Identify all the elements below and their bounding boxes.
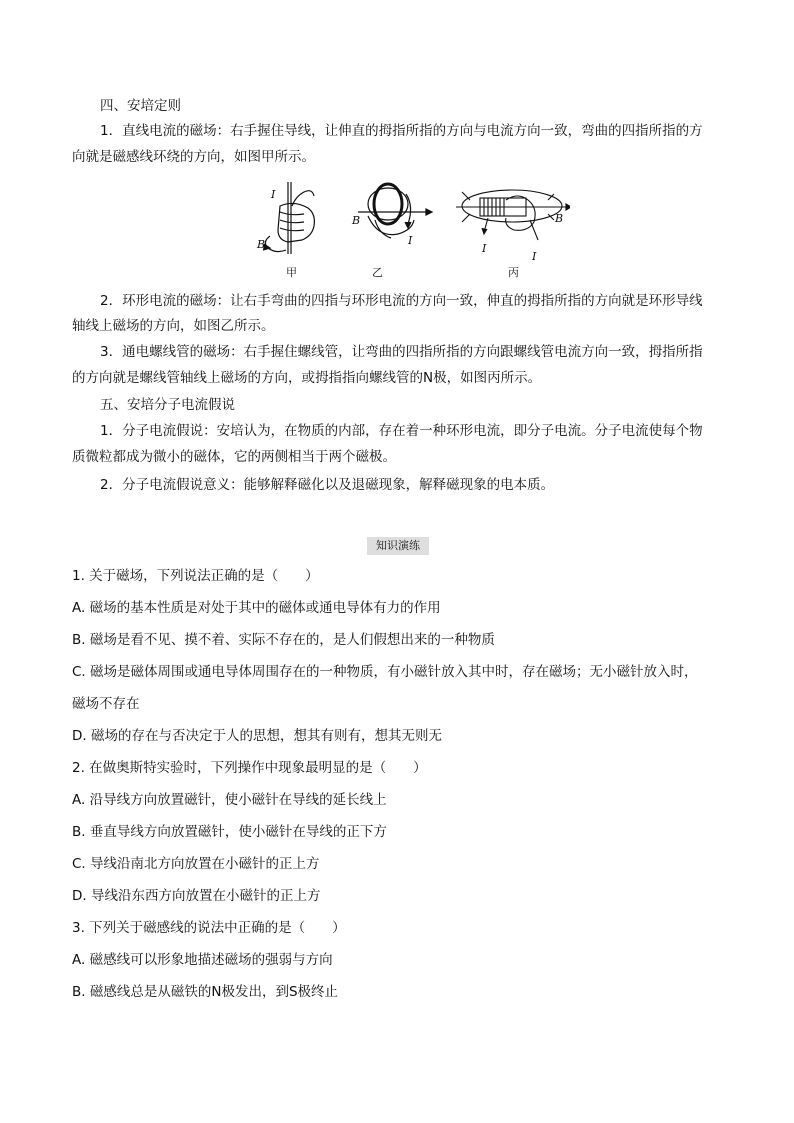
- right-hand-rule-illustration: [250, 176, 570, 276]
- right-hand-rule-figure: [250, 176, 570, 279]
- paragraph-straight-current-line2: 向就是磁感线环绕的方向，如图甲所示。: [72, 149, 315, 165]
- question-2-option-a: A. 沿导线方向放置磁针，使小磁针在导线的延长线上: [72, 792, 387, 808]
- caption-jia: 甲: [286, 266, 297, 279]
- question-1-option-c-line2: 磁场不存在: [72, 696, 140, 712]
- question-3-option-b: B. 磁感线总是从磁铁的N极发出，到S极终止: [72, 984, 339, 1000]
- label-current-yi: I: [408, 234, 413, 247]
- question-2-option-b: B. 垂直导线方向放置磁针，使小磁针在导线的正下方: [72, 824, 387, 840]
- label-field-jia: B: [257, 238, 266, 251]
- section-four-title: 四、安培定则: [100, 98, 181, 114]
- figure-yi-circular-current: [358, 184, 432, 238]
- exercise-banner: 知识演练: [367, 537, 429, 555]
- question-2-stem: 2. 在做奥斯特实验时，下列操作中现象最明显的是（ ）: [72, 760, 427, 776]
- paragraph-molecular-current-line1: 1．分子电流假说：安培认为，在物质的内部，存在着一种环形电流，即分子电流。分子电流使每个物: [100, 423, 703, 439]
- question-1-option-c-line1: C. 磁场是磁体周围或通电导体周围存在的一种物质，有小磁针放入其中时，存在磁场；无小磁针放入时，: [72, 664, 698, 680]
- paragraph-circular-current-line1: 2．环形电流的磁场：让右手弯曲的四指与环形电流的方向一致，伸直的拇指所指的方向就是环形导线: [100, 293, 703, 309]
- label-current-bing-left: I: [482, 242, 487, 255]
- paragraph-circular-current-line2: 轴线上磁场的方向，如图乙所示。: [72, 318, 275, 334]
- question-1-option-d: D. 磁场的存在与否决定于人的思想，想其有则有，想其无则无: [72, 728, 442, 744]
- question-1-option-a: A. 磁场的基本性质是对处于其中的磁体或通电导体有力的作用: [72, 600, 441, 616]
- caption-yi: 乙: [372, 266, 383, 279]
- label-current-jia: I: [271, 188, 276, 201]
- paragraph-molecular-current-line2: 质微粒都成为微小的磁体，它的两侧相当于两个磁极。: [72, 449, 396, 465]
- paragraph-solenoid-line1: 3．通电螺线管的磁场：右手握住螺线管，让弯曲的四指所指的方向跟螺线管电流方向一致，拇指所指: [100, 344, 703, 360]
- question-2-option-d: D. 导线沿东西方向放置在小磁针的正上方: [72, 888, 321, 904]
- label-current-bing-right: I: [532, 250, 537, 263]
- question-1-option-b: B. 磁场是看不见、摸不着、实际不存在的，是人们假想出来的一种物质: [72, 632, 495, 648]
- question-2-option-c: C. 导线沿南北方向放置在小磁针的正上方: [72, 856, 320, 872]
- figure-bing-solenoid: [456, 190, 570, 240]
- caption-bing: 丙: [508, 266, 519, 279]
- question-3-stem: 3. 下列关于磁感线的说法中正确的是（ ）: [72, 920, 346, 936]
- paragraph-straight-current-line1: 1．直线电流的磁场：右手握住导线，让伸直的拇指所指的方向与电流方向一致，弯曲的四指所指的方: [100, 123, 703, 139]
- question-1-stem: 1. 关于磁场，下列说法正确的是（ ）: [72, 568, 319, 584]
- paragraph-hypothesis-meaning: 2．分子电流假说意义：能够解释磁化以及退磁现象，解释磁现象的电本质。: [100, 477, 555, 493]
- label-field-bing: B: [555, 212, 564, 225]
- label-field-yi: B: [352, 214, 361, 227]
- section-five-title: 五、安培分子电流假说: [100, 397, 235, 413]
- question-3-option-a: A. 磁感线可以形象地描述磁场的强弱与方向: [72, 952, 333, 968]
- paragraph-solenoid-line2: 的方向就是螺线管轴线上磁场的方向，或拇指指向螺线管的N极，如图丙所示。: [72, 370, 542, 386]
